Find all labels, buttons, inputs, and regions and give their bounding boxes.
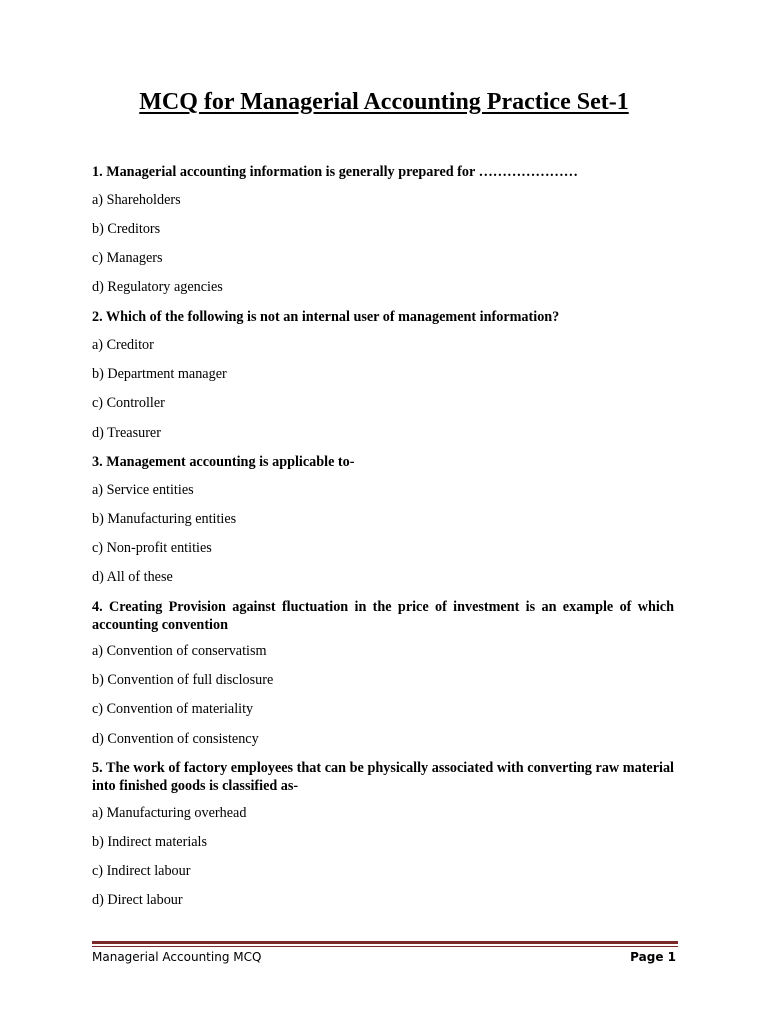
question-4-option-d: d) Convention of consistency [92, 731, 259, 747]
question-1-option-c: c) Managers [92, 250, 163, 266]
question-2: 2. Which of the following is not an internal user of management information? [92, 309, 560, 325]
question-5-option-c: c) Indirect labour [92, 863, 191, 879]
question-2-option-c: c) Controller [92, 395, 165, 411]
question-4: 4. Creating Provision against fluctuation in the price of investment is an example of which accounting convention [92, 599, 674, 633]
question-2-option-b: b) Department manager [92, 366, 227, 382]
footer-page-number: Page 1 [630, 950, 676, 964]
question-3-option-d: d) All of these [92, 569, 173, 585]
question-5-option-b: b) Indirect materials [92, 834, 208, 850]
footer-divider [92, 941, 678, 944]
question-3: 3. Management accounting is applicable to- [92, 454, 355, 470]
question-3-option-b: b) Manufacturing entities [92, 511, 237, 527]
question-1-option-d: d) Regulatory agencies [92, 279, 223, 295]
question-3-option-c: c) Non-profit entities [92, 540, 212, 556]
question-4-option-a: a) Convention of conservatism [92, 643, 267, 659]
question-5-option-a: a) Manufacturing overhead [92, 805, 247, 821]
question-5: 5. The work of factory employees that can be physically associated with converting raw material into finished goods is classified as- [92, 760, 674, 794]
question-5-option-d: d) Direct labour [92, 892, 183, 908]
question-2-option-d: d) Treasurer [92, 425, 161, 441]
question-3-option-a: a) Service entities [92, 482, 194, 498]
question-4-option-c: c) Convention of materiality [92, 701, 254, 717]
footer-document-title: Managerial Accounting MCQ [92, 950, 262, 964]
footer-divider-thin [92, 946, 678, 947]
question-1: 1. Managerial accounting information is generally prepared for ………………… [92, 164, 578, 180]
question-2-option-a: a) Creditor [92, 337, 154, 353]
question-1-option-a: a) Shareholders [92, 192, 181, 208]
page-title: MCQ for Managerial Accounting Practice Set-1 [139, 89, 629, 115]
question-1-option-b: b) Creditors [92, 221, 161, 237]
question-4-option-b: b) Convention of full disclosure [92, 672, 274, 688]
